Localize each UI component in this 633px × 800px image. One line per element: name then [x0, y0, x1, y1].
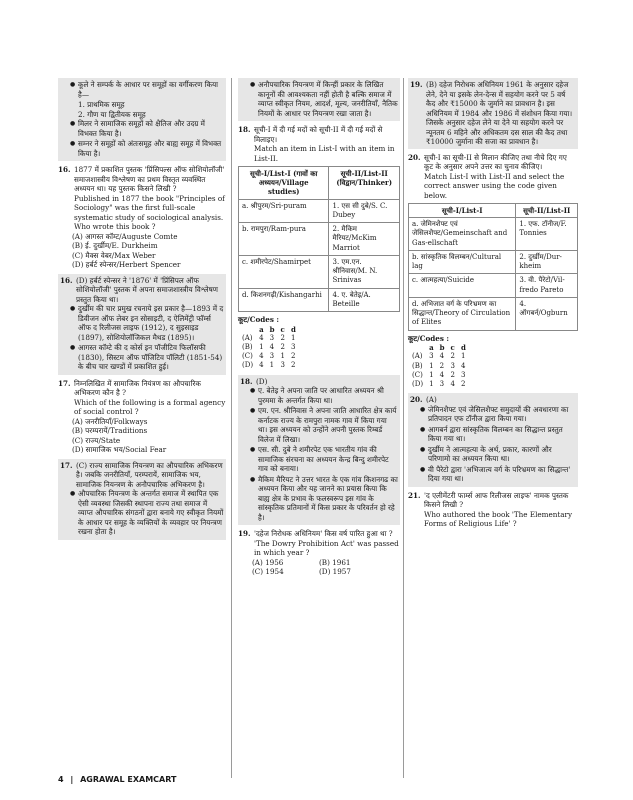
- brand-name: AGRAWAL EXAMCART: [80, 775, 177, 784]
- question-text: सूची-I का सूची-II से मिलान कीजिए तथा नीचे दिए गए कूट के अनुसार अपने उत्तर का चुनाव कीजिए।: [424, 152, 567, 171]
- codes-cell: 1: [259, 343, 264, 352]
- table-cell: 2. दुर्खीम/Dur-kheim: [516, 250, 578, 273]
- table-cell: 1. एफ. टॉनीज/F. Tonnies: [516, 218, 578, 251]
- codes-head: b: [439, 343, 445, 353]
- answer-number: 18.: [240, 376, 253, 386]
- answer-text: (D): [256, 376, 268, 386]
- question-text: 'दहेज निरोधक अधिनियम' किस वर्ष पारित हुआ था ?: [254, 529, 393, 539]
- codes-head: a: [429, 343, 434, 353]
- table-cell: b. सांस्कृतिक विलम्बन/Cultural lag: [409, 250, 516, 273]
- answer-number: 17.: [60, 460, 73, 470]
- column-3: [408, 78, 578, 533]
- option: (B) 1961: [319, 557, 351, 567]
- option: (B) परम्परायें/Traditions: [72, 426, 148, 435]
- codes-cell: 3: [461, 370, 466, 379]
- option: (A) जनरीतियाँ/Folkways: [72, 416, 148, 426]
- bullet: ● एम. एन. श्रीनिवास ने अपना जाति आधारित क्षेत्र कार्य कर्नाटक राज्य के रामपुरा नामक गाव में किया गया था। इस अध्ययन को उन्होंने अपनी पुस्तक रिम्बर्ड विलेज में लिखा।: [250, 406, 398, 444]
- codes-row: [412, 371, 472, 380]
- option: (C) राज्य/State: [72, 435, 121, 445]
- page-number: 4: [58, 775, 64, 784]
- codes-head: [412, 343, 429, 352]
- codes-head: a: [259, 324, 264, 334]
- page-footer: [58, 775, 177, 786]
- option: (C) मैक्स वेबर/Max Weber: [72, 250, 156, 260]
- answer-text: (B) दहेज निरोधक अधिनियम 1961 के अनुसार दहेज लेने, देने या इसके लेन-देन्स में सहयोग करने पर 5 वर्ष कैद और ₹15000 के जुर्माने का प्रावधान है। इस अधिनियम में 1984 और 1986 में संशोधन किया गया। जिसके अनुसार दहेज लेने या देने या सहयोग करने पर न्यूनतम 6 महिने और अधिकतम दस साल की कैद तथा ₹10000 जुर्माना की सजा का प्रावधान है।: [426, 80, 573, 146]
- bullet: ● अनौपचारिक नियन्त्रण में किन्हीं प्रकार के लिखित कानूनों की आवश्यकता नहीं होती है बल्कि समाज में व्याप्त स्वीकृत नियम, आदर्श, मूल्य, जनरीतियाँ, नैतिक नियमों के आधार पर नियन्त्रण रखा जाता है।: [250, 80, 398, 118]
- question-number: 20.: [408, 152, 421, 162]
- answer-text: (D) हर्बर्ट स्पेन्सर ने '1876' में 'प्रिंसिपल ऑफ सोशियोलॉजी' पुस्तक में अपना समाजशास्त्रीय विश्लेषण प्रस्तुत किया था।: [76, 275, 218, 304]
- question-text-en: Which of the following is a formal agency of social control ?: [74, 397, 226, 416]
- answer-text: (C) राज्य सामाजिक नियन्त्रण का औपचारिक अभिकरण है। जबकि जनरीतियाँ, परम्परायें, सामाजिक भय, सामाजिक नियन्त्रण के अनौपचारिक अभिकरण है।: [76, 460, 223, 489]
- table-cell: a. श्रीपुरम/Sri-puram: [239, 199, 329, 222]
- option: (A) 1956: [252, 557, 284, 567]
- question-number: 17.: [58, 378, 71, 388]
- table-cell: 3. एम.एन. श्रीनिवास/M. N. Srinivas: [329, 255, 400, 288]
- match-table: [408, 203, 578, 331]
- codes-cell: 4: [439, 370, 445, 379]
- codes-cell: 3: [439, 380, 445, 389]
- codes-cell: 3: [291, 343, 296, 352]
- table-header: सूची-II/List-II: [516, 204, 578, 218]
- column-1: [58, 78, 226, 544]
- table-cell: 3. वी. पैरेटो/Vil-fredo Pareto: [516, 274, 578, 297]
- question-text-en: Published in 1877 the book "Principles of Sociology" was the first full-scale systematic study of sociological analysis. Who wrote this book ?: [74, 193, 225, 231]
- answer-continuation: [58, 78, 226, 161]
- table-header: सूची-I/List-I: [409, 204, 516, 218]
- codes-cell: 1: [429, 380, 434, 389]
- question-text-en: Match List-I with List-II and select the correct answer using the code given below.: [424, 171, 565, 200]
- question-21: [408, 491, 578, 529]
- answer-continuation: [238, 78, 400, 121]
- option: (B) ई. दुर्खीम/E. Durkheim: [72, 241, 158, 250]
- table-row: [409, 250, 578, 273]
- codes-row: [242, 343, 302, 352]
- question-17: [58, 379, 226, 455]
- codes-cell: (D): [242, 361, 254, 370]
- table-cell: 4. ए. बेतेइ/A. Beteille: [329, 288, 400, 311]
- table-row: [239, 223, 400, 256]
- question-text-en: Match an item in List-I with an item in List-II.: [254, 144, 395, 163]
- table-cell: d. किशनगढ़ी/Kishangarhi: [239, 288, 329, 311]
- question-number: 18.: [238, 125, 251, 134]
- question-19: [238, 529, 400, 577]
- answer-number: 16.: [60, 275, 73, 285]
- table-row: [239, 199, 400, 222]
- codes-head: c: [450, 343, 455, 353]
- codes-cell: 2: [450, 352, 455, 361]
- question-18: [238, 125, 400, 371]
- codes-row: [412, 380, 472, 389]
- question-text-en: Who authored the book 'The Elementary Forms of Religious Life' ?: [424, 509, 573, 529]
- table-cell: a. जेमिनशैफ्ट एवं जेसिलशैफ्ट/Gemeinschaft and Gas-ellschaft: [409, 218, 516, 251]
- codes-cell: 3: [280, 361, 285, 370]
- bullet: ● आगस्त कॉम्टे की द कोर्स इन पॉजीटिव फिलॉसफी (1830), सिस्टम ऑफ पॉजिटिव पॉलिटी (1851-54) के बीच चार खण्डों में प्रकाशित हुई।: [70, 343, 224, 372]
- sub-item: 2. गौण या द्वितीयक समूह: [78, 109, 146, 119]
- option: (D) हर्बर्ट स्पेन्सर/Herbert Spencer: [72, 260, 181, 269]
- column-divider: [403, 78, 404, 778]
- question-20: [408, 153, 578, 390]
- codes-cell: 1: [269, 361, 275, 370]
- codes-cell: 3: [429, 352, 434, 361]
- codes-cell: 4: [259, 352, 264, 361]
- bullet: ● वी पैरेटो द्वारा 'अभिजात्य वर्ग के परिभ्रमण का सिद्धान्त' दिया गया था।: [420, 465, 576, 484]
- answer-19: [408, 78, 578, 149]
- codes-head: [242, 325, 259, 334]
- option: (D) 1957: [319, 567, 351, 577]
- codes-label: कूट/Codes :: [408, 333, 450, 343]
- codes-label: कूट/Codes :: [238, 315, 280, 325]
- table-cell: 2. मैकिम मैरियट/McKim Marriot: [329, 223, 400, 256]
- question-text: 'द एलीमेंटरी फार्म्स आफ रिलीजस लाइफ' नामक पुस्तक किसने लिखी ?: [424, 490, 569, 510]
- codes-row: [242, 334, 302, 343]
- table-row: [239, 255, 400, 288]
- codes-cell: (B): [412, 361, 423, 370]
- codes-row: [412, 362, 472, 371]
- codes-table: [412, 343, 472, 389]
- table-row: [409, 297, 578, 330]
- codes-head: d: [461, 343, 466, 353]
- codes-head: c: [280, 324, 285, 334]
- codes-head: d: [291, 324, 296, 334]
- codes-cell: 4: [269, 343, 275, 352]
- codes-cell: 2: [280, 333, 285, 342]
- codes-row: [242, 361, 302, 370]
- codes-cell: 1: [280, 352, 285, 361]
- bullet: ● आगबर्न द्वारा सांस्कृतिक विलम्बन का सिद्धान्त प्रस्तुत किया गया था।: [420, 425, 576, 444]
- codes-cell: (A): [412, 352, 423, 361]
- answer-text: (A): [426, 395, 437, 405]
- codes-cell: 1: [429, 361, 434, 370]
- codes-cell: 1: [461, 352, 466, 361]
- question-16: [58, 165, 226, 270]
- codes-cell: 3: [450, 361, 455, 370]
- answer-number: 19.: [410, 80, 423, 89]
- question-text: निम्नलिखित में सामाजिक नियंत्रण का औपचारिक अभिकरण कौन है ?: [74, 378, 201, 397]
- codes-cell: 1: [291, 333, 296, 342]
- column-2: [238, 78, 400, 581]
- option: (C) 1954: [252, 567, 284, 577]
- question-text-en: 'The Dowry Prohibition Act' was passed in which year ?: [254, 538, 399, 558]
- answer-20: [408, 393, 578, 487]
- answer-18: [238, 375, 400, 526]
- codes-head: b: [269, 324, 275, 334]
- codes-cell: 2: [461, 380, 466, 389]
- table-cell: c. शमीरपेट/Shamirpet: [239, 255, 329, 288]
- codes-cell: (B): [242, 343, 253, 352]
- bullet: ● मैकिम मैरियट ने उत्तर भारत के एक गांव किशनगढ का अध्ययन किया और यह जानने का प्रयास किया कि बाह्य क्षेत्र के प्रभाव के फलस्वरूप इस गांव के सांस्कृतिक प्रतिमानों में किस प्रकार के परिवर्तन हो रहे है।: [250, 475, 398, 523]
- question-text: सूची-I में दी गई मदों को सूची-II में दी गई मदों से मिलाइए।: [254, 125, 383, 144]
- table-header: सूची-I/List-I (गावों का अध्ययन/Village studies): [239, 167, 329, 200]
- codes-cell: (D): [412, 380, 424, 389]
- codes-cell: 4: [461, 361, 466, 370]
- codes-cell: (C): [412, 370, 423, 379]
- table-row: [239, 288, 400, 311]
- bullet: ● जेमिनशैफ्ट एवं जेसिलशैफ्ट समुदायों की अवधारणा का प्रतिपादन एफ टॉनीज द्वारा किया गया।: [420, 405, 576, 424]
- answer-16: [58, 274, 226, 375]
- codes-cell: 4: [439, 352, 445, 361]
- table-row: [409, 218, 578, 251]
- table-cell: c. आत्महत्या/Suicide: [409, 274, 516, 297]
- question-number: 21.: [408, 490, 421, 500]
- bullet: ● कूले ने सम्पर्क के आधार पर समूहों का वर्गीकरण किया है—: [70, 80, 224, 99]
- codes-cell: 4: [450, 380, 455, 389]
- table-cell: b. रामपुरा/Ram-pura: [239, 223, 329, 256]
- sub-item: 1. प्राथमिक समूह: [78, 100, 125, 109]
- column-divider: [231, 78, 232, 778]
- bullet: ● सम्नर ने समूहों को अंतःसमूह और बाह्य समूह में विभक्त किया है।: [70, 139, 224, 158]
- codes-cell: 2: [280, 343, 285, 352]
- bullet: ● एस. सी. दुबे ने शमीरपेट एक भारतीय गांव की सामाजिक संरचना का अध्ययन केन्द्र बिन्दु शमीरपेट गाव को बनाया।: [250, 445, 398, 474]
- table-header: सूची-II/List-II (विद्वान/Thinker): [329, 167, 400, 200]
- codes-row: [242, 352, 302, 361]
- bullet: ● दुर्खीम ने आत्महत्या के अर्थ, प्रकार, कारणों और परिणामो का अध्ययन किया था।: [420, 445, 576, 464]
- table-row: [409, 274, 578, 297]
- codes-cell: 2: [439, 361, 445, 370]
- codes-row: [412, 352, 472, 361]
- codes-cell: 4: [259, 361, 264, 370]
- codes-cell: 3: [269, 333, 275, 342]
- codes-cell: 3: [269, 352, 275, 361]
- answer-number: 20.: [410, 395, 423, 405]
- footer-separator: |: [70, 775, 74, 784]
- table-cell: d. अभिजात वर्ग के परिभ्रमण का सिद्धान्त/Theory of Circulation of Elites: [409, 297, 516, 330]
- codes-cell: 4: [259, 333, 264, 342]
- bullet: ● मिलर ने सामाजिक समूहों को क्षैतिज और उदग्र में विभक्त किया है।: [70, 119, 224, 138]
- codes-cell: 2: [291, 352, 296, 361]
- table-cell: 1. एस सी दुबे/S. C. Dubey: [329, 199, 400, 222]
- question-number: 19.: [238, 529, 251, 539]
- codes-cell: 2: [291, 361, 296, 370]
- codes-table: [242, 325, 302, 371]
- match-table: [238, 166, 400, 312]
- table-cell: 4. ऑगबर्न/Ogburn: [516, 297, 578, 330]
- question-text: 1877 में प्रकाशित पुस्तक 'प्रिंसिपल्स ऑफ सोशियोलॉजी' समाजशास्त्रीय विश्लेषण का प्रथम विस्तृत व्यवस्थित अध्ययन था। यह पुस्तक किसने लिखी ?: [74, 165, 225, 193]
- codes-cell: (A): [242, 333, 253, 342]
- bullet: ● औपचारिक नियन्त्रण के अन्तर्गत समाज में स्थापित एक ऐसी व्यवस्था जिसकी स्थापना राज्य तथा समाज में व्याप्त औपचारिक संगठनों द्वारा बनाये गए स्वीकृत नियमों के आधार पर समूह के व्यक्तियों के व्यवहार पर नियन्त्रण रखना होता है।: [70, 489, 224, 537]
- codes-cell: 2: [450, 370, 455, 379]
- bullet: ● दुर्खीम की चार प्रमुख रचनाये इस प्रकार है—1893 में द डिवीजन ऑफ लेबर इन सोसाइटी, द ऐलिमेंट्री फॉर्म्स ऑफ द रिलीजस लाइफ (1912), द सुइसाइड (1897), सोशियोलॉजिकल मैथड (1895)।: [70, 304, 224, 342]
- question-number: 16.: [58, 165, 71, 174]
- bullet: ● ए. बेतेइ ने अपना जाति पर आधारित अध्ययन श्री पुरममा के अन्तर्गत किया था।: [250, 386, 398, 405]
- answer-17: [58, 459, 226, 540]
- codes-cell: 1: [429, 370, 434, 379]
- option: (A) आगस्त कॉम्ट/Auguste Comte: [72, 231, 178, 241]
- codes-cell: (C): [242, 352, 253, 361]
- option: (D) सामाजिक भय/Social Fear: [72, 445, 167, 454]
